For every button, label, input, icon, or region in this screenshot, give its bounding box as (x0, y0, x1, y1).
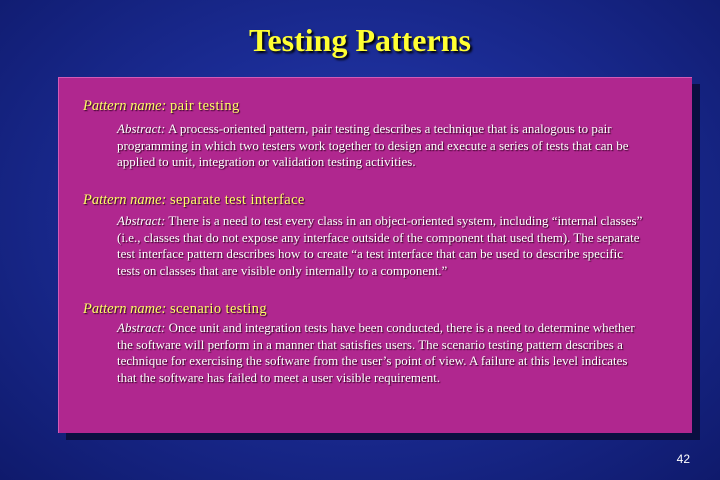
abstract-separate-test-interface (117, 213, 649, 279)
pattern-name-label: Pattern name: (83, 192, 167, 208)
abstract-pair-testing (117, 121, 649, 171)
abstract-text: Once unit and integration tests have been conducted, there is a need to determine whether the software will perform in a manner that satisfies users. The scenario testing pattern describes a technique for exercising the software from the user’s point of view. A failure at this level indicates that the software has failed to meet a user visible requirement. (117, 320, 635, 385)
page-number: 42 (676, 452, 690, 466)
pattern-name-separate-test-interface (83, 192, 305, 209)
pattern-name-value: pair testing (169, 98, 240, 114)
pattern-name-label: Pattern name: (83, 301, 167, 317)
content-panel (58, 77, 692, 433)
abstract-text: There is a need to test every class in an object-oriented system, including “internal classes” (i.e., classes that do not expose any interface outside of the component that used them). The separate test interface pattern describes how to create “a test interface that can be used to describe specific tests on classes that are visible only internally to a component.” (117, 213, 643, 278)
pattern-name-scenario-testing (83, 301, 267, 318)
abstract-label: Abstract: (117, 320, 166, 335)
abstract-label: Abstract: (117, 213, 166, 228)
pattern-name-value: scenario testing (169, 301, 267, 317)
abstract-text: A process-oriented pattern, pair testing describes a technique that is analogous to pair programming in which two testers work together to design and execute a series of tests that can be applied to unit, integration or validation testing activities. (117, 121, 629, 170)
abstract-scenario-testing (117, 320, 649, 386)
slide-title: Testing Patterns (249, 22, 471, 58)
abstract-label: Abstract: (117, 121, 166, 136)
pattern-name-label: Pattern name: (83, 98, 167, 114)
pattern-name-pair-testing (83, 98, 240, 115)
pattern-name-value: separate test interface (169, 192, 305, 208)
